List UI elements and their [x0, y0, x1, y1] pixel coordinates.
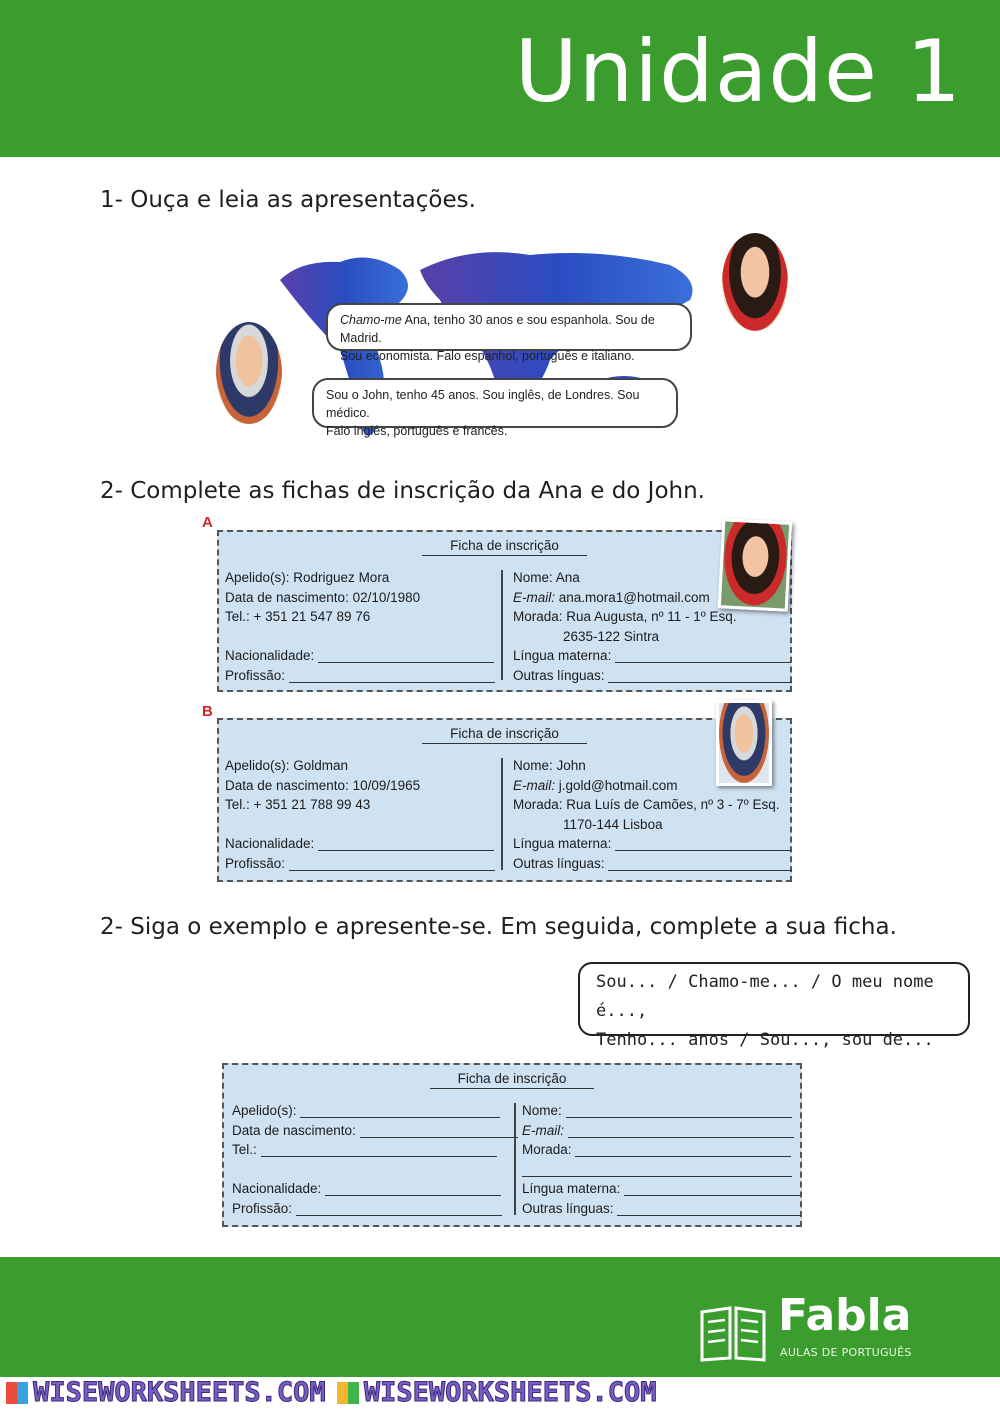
- form-self-nome-field[interactable]: [566, 1104, 792, 1118]
- form-a-outras-field[interactable]: [608, 669, 792, 683]
- form-a-email-value: ana.mora1@hotmail.com: [555, 589, 710, 605]
- form-self-email-field[interactable]: [568, 1124, 794, 1138]
- form-b-apelido: Apelido(s): Goldman: [225, 758, 349, 773]
- form-self-nome-label: Nome:: [522, 1103, 562, 1118]
- form-a-nacionalidade-field[interactable]: [318, 649, 494, 663]
- form-b-email-value: j.gold@hotmail.com: [555, 777, 678, 793]
- open-book-icon: [698, 1304, 768, 1364]
- form-a-nascimento: Data de nascimento: 02/10/1980: [225, 589, 421, 605]
- form-b-morada: Morada: Rua Luís de Camões, nº 3 - 7º Esq.: [513, 797, 780, 812]
- form-a-nome: Nome: Ana: [513, 570, 580, 585]
- form-self-outras-label: Outras línguas:: [522, 1200, 614, 1216]
- form-self-lingua-field[interactable]: [624, 1182, 800, 1196]
- form-self-outras-field[interactable]: [617, 1202, 801, 1216]
- form-a-profissao-field[interactable]: [289, 669, 495, 683]
- form-self-nacionalidade-label: Nacionalidade:: [232, 1181, 322, 1196]
- form-self-nascimento-field[interactable]: [360, 1124, 518, 1138]
- form-self-apelido-field[interactable]: [300, 1104, 500, 1118]
- ana-quote-lead: Chamo-me: [340, 313, 402, 327]
- fabla-logo: [698, 1282, 958, 1366]
- form-self-email-label: E-mail:: [522, 1122, 565, 1138]
- page-title: Unidade 1: [514, 22, 962, 122]
- instruction-3: 2- Siga o exemplo e apresente-se. Em seguida, complete a sua ficha.: [100, 914, 897, 940]
- form-self-tel-label: Tel.:: [232, 1142, 257, 1157]
- ana-speech-bubble: [326, 303, 692, 363]
- form-b-nascimento: Data de nascimento: 10/09/1965: [225, 777, 421, 793]
- form-self-morada2-field[interactable]: [522, 1163, 792, 1177]
- form-b-letter: B: [202, 703, 213, 720]
- form-a-divider: [501, 570, 503, 680]
- brand-subtitle: AULAS DE PORTUGUÊS: [780, 1346, 912, 1359]
- watermark-text-1: WISEWORKSHEETS.COM: [33, 1377, 326, 1408]
- form-self: [222, 1063, 802, 1227]
- form-b-nacionalidade-label: Nacionalidade:: [225, 836, 315, 851]
- header-banner: [0, 0, 1000, 157]
- john-photo: [716, 700, 772, 786]
- form-a: [217, 530, 792, 692]
- form-a-email-label: E-mail:: [513, 589, 556, 605]
- john-speech-bubble: [312, 378, 678, 438]
- form-a-lingua-label: Língua materna:: [513, 648, 612, 663]
- watermark-text-2: WISEWORKSHEETS.COM: [363, 1377, 657, 1408]
- form-a-tel: Tel.: + 351 21 547 89 76: [225, 609, 371, 624]
- form-a-title: Ficha de inscrição: [422, 538, 587, 556]
- form-a-outras-label: Outras línguas:: [513, 667, 605, 683]
- speech-line1: Sou... / Chamo-me... / O meu nome é...,: [596, 972, 934, 1021]
- form-b-tel: Tel.: + 351 21 788 99 43: [225, 797, 371, 812]
- form-self-apelido-label: Apelido(s):: [232, 1103, 297, 1118]
- ana-quote-line2: Sou economista. Falo espanhol, português e italiano.: [340, 349, 635, 363]
- form-b-outras-label: Outras línguas:: [513, 855, 605, 871]
- wise-logo-icon: [6, 1382, 28, 1404]
- form-b-divider: [501, 758, 503, 870]
- form-self-morada-field[interactable]: [575, 1143, 791, 1157]
- ana-quote-line1: Ana, tenho 30 anos e sou espanhola. Sou de Madrid.: [340, 313, 655, 345]
- form-self-morada-label: Morada:: [522, 1142, 572, 1157]
- john-quote-line2: Falo inglês, português e francês.: [326, 424, 508, 438]
- form-self-title: Ficha de inscrição: [430, 1071, 595, 1089]
- form-b: [217, 718, 792, 882]
- form-self-tel-field[interactable]: [261, 1143, 497, 1157]
- ana-photo: [718, 518, 793, 612]
- form-b-title: Ficha de inscrição: [422, 726, 587, 744]
- john-portrait: [216, 322, 282, 424]
- form-a-morada2: 2635-122 Sintra: [563, 628, 660, 644]
- form-b-profissao-label: Profissão:: [225, 855, 286, 871]
- form-self-nacionalidade-field[interactable]: [325, 1182, 501, 1196]
- form-self-profissao-field[interactable]: [296, 1202, 502, 1216]
- john-quote-line1: Sou o John, tenho 45 anos. Sou inglês, de Londres. Sou médico.: [326, 388, 640, 420]
- form-self-divider: [514, 1103, 516, 1215]
- form-b-email-label: E-mail:: [513, 777, 556, 793]
- instruction-1: 1- Ouça e leia as apresentações.: [100, 187, 476, 213]
- form-a-nacionalidade-label: Nacionalidade:: [225, 648, 315, 663]
- speech-line2: Tenho... anos / Sou..., sou de...: [596, 1030, 934, 1050]
- ana-portrait: [722, 233, 788, 331]
- form-b-profissao-field[interactable]: [289, 857, 495, 871]
- form-b-outras-field[interactable]: [608, 857, 792, 871]
- brand-name: Fabla: [778, 1290, 912, 1341]
- form-b-lingua-field[interactable]: [615, 837, 791, 851]
- instruction-2: 2- Complete as fichas de inscrição da Ana e do John.: [100, 478, 705, 504]
- wise-logo-icon: [337, 1382, 359, 1404]
- form-b-nacionalidade-field[interactable]: [318, 837, 494, 851]
- form-b-lingua-label: Língua materna:: [513, 836, 612, 851]
- form-b-nome: Nome: John: [513, 758, 586, 773]
- example-speech-bubble: [578, 962, 970, 1050]
- form-self-lingua-label: Língua materna:: [522, 1181, 621, 1196]
- form-a-lingua-field[interactable]: [615, 649, 791, 663]
- form-b-morada2: 1170-144 Lisboa: [563, 816, 663, 832]
- form-a-apelido: Apelido(s): Rodriguez Mora: [225, 570, 390, 585]
- form-a-morada: Morada: Rua Augusta, nº 11 - 1º Esq.: [513, 609, 737, 624]
- form-self-nascimento-label: Data de nascimento:: [232, 1122, 356, 1138]
- form-a-profissao-label: Profissão:: [225, 667, 286, 683]
- form-a-letter: A: [202, 514, 213, 531]
- form-self-profissao-label: Profissão:: [232, 1200, 293, 1216]
- watermark-strip: [0, 1377, 1000, 1414]
